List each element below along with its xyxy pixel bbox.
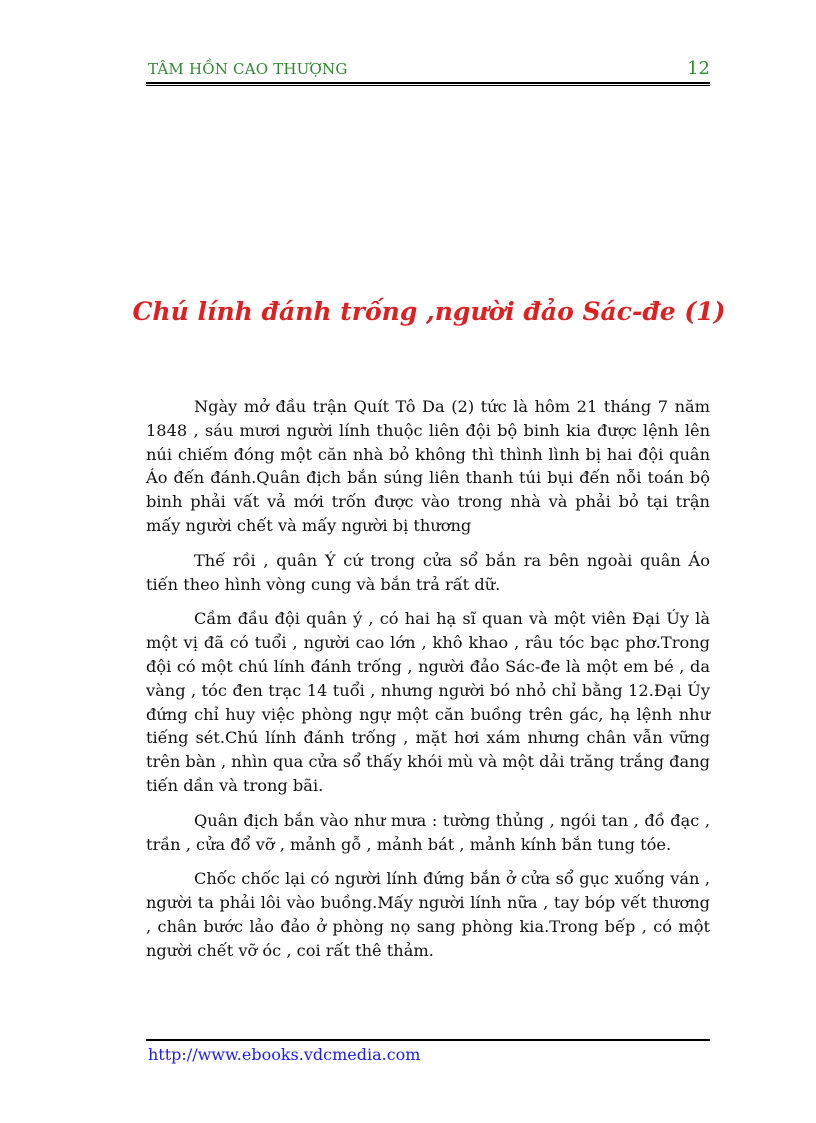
running-header-title: TÂM HỒN CAO THƯỢNG	[148, 60, 348, 78]
footer-link[interactable]: http://www.ebooks.vdcmedia.com	[148, 1045, 421, 1064]
paragraph: Ngày mở đầu trận Quít Tô Da (2) tức là hôm 21 tháng 7 năm 1848 , sáu mươi người lính thuộc liên đội bộ binh kia được lệnh lên núi chiếm đóng một căn nhà bỏ không thì thình lình bị hai đội quân Áo đến đánh.Quân địch bắn súng liên thanh túi bụi đến nỗi toán bộ binh phải vất vả mới trốn được vào trong nhà và phải bỏ tại trận mấy người chết và mấy người bị thương	[146, 397, 710, 535]
chapter-title: Chú lính đánh trống ,người đảo Sác-đe (1)	[132, 297, 726, 326]
header-divider	[146, 82, 710, 86]
body-text	[146, 395, 710, 974]
paragraph: Thế rồi , quân Ý cứ trong cửa sổ bắn ra bên ngoài quân Áo tiến theo hình vòng cung và bắn trả rất dữ.	[146, 550, 710, 594]
footer-divider	[146, 1039, 710, 1041]
paragraph: Quân địch bắn vào như mưa : tường thủng , ngói tan , đồ đạc , trần , cửa đổ vỡ , mảnh gỗ , mảnh bát , mảnh kính bắn tung tóe.	[146, 810, 710, 854]
paragraph: Cầm đầu đội quân ý , có hai hạ sĩ quan và một viên Đại Úy là một vị đã có tuổi , người cao lớn , khô khao , râu tóc bạc phơ.Trong đội có một chú lính đánh trống , người đảo Sác-đe là một em bé , da vàng , tóc đen trạc 14 tuổi , nhưng người bó nhỏ chỉ bằng 12.Đại Úy đứng chỉ huy việc phòng ngự một căn buồng trên gác, hạ lệnh như tiếng sét.Chú lính đánh trống , mặt hơi xám nhưng chân vẫn vững trên bàn , nhìn qua cửa sổ thấy khói mù và một dải trăng trắng đang tiến dần và trong bãi.	[146, 609, 710, 795]
page-number: 12	[687, 58, 710, 79]
paragraph: Chốc chốc lại có người lính đứng bắn ở cửa sổ gục xuống ván , người ta phải lôi vào buồng.Mấy người lính nữa , tay bóp vết thương , chân bước lảo đảo ở phòng nọ sang phòng kia.Trong bếp , có một người chết vỡ óc , coi rất thê thảm.	[146, 869, 710, 960]
